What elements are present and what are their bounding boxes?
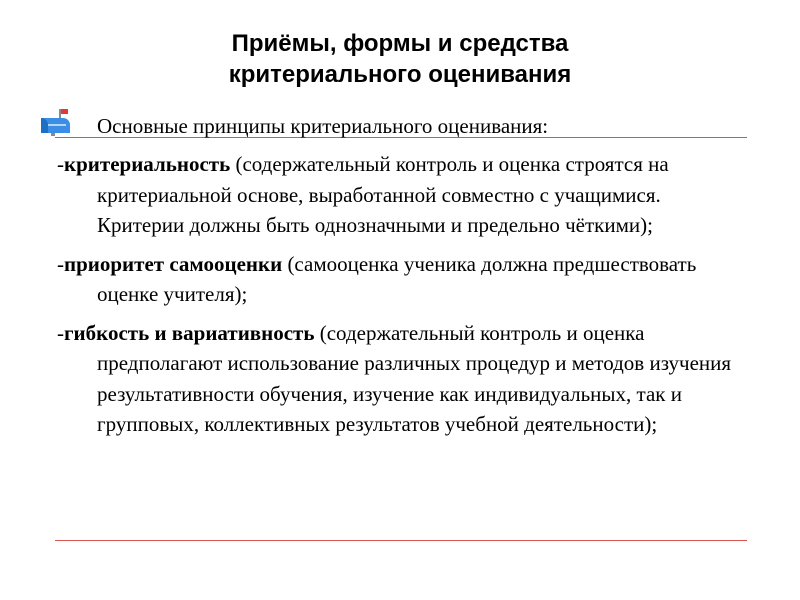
intro-text: Основные принципы критериального оценивания:: [97, 114, 549, 138]
title-line-2: критериального оценивания: [228, 61, 572, 88]
mailbox-icon: [37, 108, 71, 136]
item-term: гибкость и вариативность: [64, 320, 315, 345]
item-term: приоритет самооценки: [64, 251, 283, 276]
item-text: (самооценка ученика должна предшествовать оценке учителя);: [97, 251, 697, 306]
item-prefix: -: [57, 152, 64, 176]
list-item: [57, 249, 737, 310]
bottom-divider: [55, 540, 747, 541]
slide-title: [0, 28, 800, 90]
principles-list: [57, 149, 737, 448]
item-text: (содержательный контроль и оценка предполагают использование различных процедур и методов изучения результативности обучения, изучение как индивидуальных, так и групповых, коллективных результатов учебной деятельности);: [97, 320, 732, 436]
item-prefix: -: [57, 251, 64, 276]
list-item: [57, 318, 737, 440]
item-text: (содержательный контроль и оценка строятся на критериальной основе, выработанной совместно с учащимися. Критерии должны быть однозначными и предельно чёткими);: [97, 152, 669, 237]
list-item: [57, 149, 737, 241]
item-prefix: -: [57, 320, 64, 345]
title-line-1: Приёмы, формы и средства: [231, 30, 569, 57]
item-term: критериальность: [64, 152, 231, 176]
